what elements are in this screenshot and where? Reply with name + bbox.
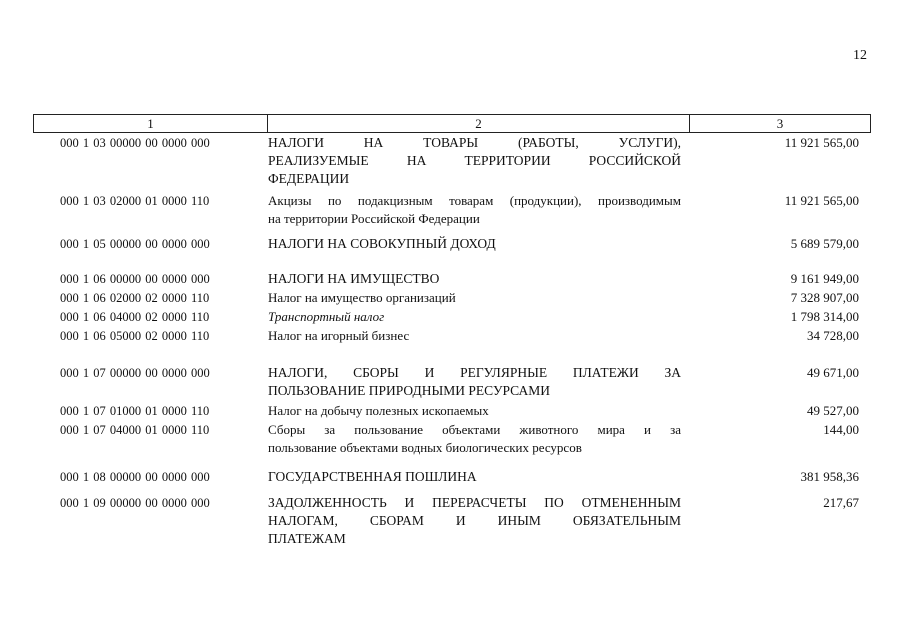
page-number: 12 xyxy=(853,48,867,63)
row-sum: 9 161 949,00 xyxy=(790,271,859,286)
row-code: 000 1 07 01000 01 0000 110 xyxy=(60,404,210,418)
row-name xyxy=(268,235,681,253)
row-name-line: на территории Российской Федерации xyxy=(268,211,480,226)
row-name-line: ФЕДЕРАЦИИ xyxy=(268,171,350,186)
row-sum: 11 921 565,00 xyxy=(784,135,859,150)
row-code: 000 1 07 00000 00 0000 000 xyxy=(60,366,210,380)
row-name xyxy=(268,192,681,228)
row-name xyxy=(268,402,681,420)
row-sum: 1 798 314,00 xyxy=(790,309,859,324)
row-name xyxy=(268,289,681,307)
row-code: 000 1 08 00000 00 0000 000 xyxy=(60,470,210,484)
header-col-1: 1 xyxy=(34,115,268,132)
row-code: 000 1 07 04000 01 0000 110 xyxy=(60,423,210,437)
row-name-line: Налог на имущество организаций xyxy=(268,290,456,305)
row-sum: 11 921 565,00 xyxy=(784,193,859,208)
row-sum: 7 328 907,00 xyxy=(790,290,859,305)
row-name xyxy=(268,468,681,486)
row-sum: 144,00 xyxy=(823,422,859,437)
row-name-line: Сборы за пользование объектами животного мира и за xyxy=(268,422,681,437)
table-header xyxy=(33,114,871,133)
row-name-line: Налог на добычу полезных ископаемых xyxy=(268,403,489,418)
row-code: 000 1 06 02000 02 0000 110 xyxy=(60,291,210,305)
row-name-line: НАЛОГИ, СБОРЫ И РЕГУЛЯРНЫЕ ПЛАТЕЖИ ЗА xyxy=(268,365,681,380)
row-name xyxy=(268,494,681,548)
row-sum: 217,67 xyxy=(823,495,859,510)
row-code: 000 1 09 00000 00 0000 000 xyxy=(60,496,210,510)
row-name-line: ПЛАТЕЖАМ xyxy=(268,531,346,546)
row-name-line: Транспортный налог xyxy=(268,309,385,324)
row-name-line: НАЛОГИ НА ИМУЩЕСТВО xyxy=(268,271,440,286)
row-code: 000 1 06 04000 02 0000 110 xyxy=(60,310,210,324)
row-sum: 34 728,00 xyxy=(807,328,859,343)
row-name-line: Налог на игорный бизнес xyxy=(268,328,410,343)
row-name xyxy=(268,134,681,188)
row-sum: 381 958,36 xyxy=(800,469,859,484)
row-name-line: НАЛОГИ НА ТОВАРЫ (РАБОТЫ, УСЛУГИ), xyxy=(268,135,681,150)
row-name-line: НАЛОГАМ, СБОРАМ И ИНЫМ ОБЯЗАТЕЛЬНЫМ xyxy=(268,513,681,528)
row-name xyxy=(268,308,681,326)
row-sum: 49 671,00 xyxy=(807,365,859,380)
row-name xyxy=(268,421,681,457)
row-name xyxy=(268,270,681,288)
row-name xyxy=(268,364,681,400)
row-sum: 5 689 579,00 xyxy=(790,236,859,251)
row-name-line: ПОЛЬЗОВАНИЕ ПРИРОДНЫМИ РЕСУРСАМИ xyxy=(268,383,551,398)
row-name-line: НАЛОГИ НА СОВОКУПНЫЙ ДОХОД xyxy=(268,236,496,251)
row-code: 000 1 06 05000 02 0000 110 xyxy=(60,329,210,343)
row-name-line: РЕАЛИЗУЕМЫЕ НА ТЕРРИТОРИИ РОССИЙСКОЙ xyxy=(268,153,681,168)
row-name-line: ЗАДОЛЖЕННОСТЬ И ПЕРЕРАСЧЕТЫ ПО ОТМЕНЕННЫМ xyxy=(268,495,681,510)
row-code: 000 1 03 00000 00 0000 000 xyxy=(60,136,210,150)
row-name-line: Акцизы по подакцизным товарам (продукции), производимым xyxy=(268,193,681,208)
row-name xyxy=(268,327,681,345)
row-code: 000 1 06 00000 00 0000 000 xyxy=(60,272,210,286)
row-sum: 49 527,00 xyxy=(807,403,859,418)
row-code: 000 1 03 02000 01 0000 110 xyxy=(60,194,210,208)
header-col-2: 2 xyxy=(268,115,690,132)
row-name-line: ГОСУДАРСТВЕННАЯ ПОШЛИНА xyxy=(268,469,477,484)
row-name-line: пользование объектами водных биологических ресурсов xyxy=(268,440,582,455)
header-col-3: 3 xyxy=(776,116,784,131)
row-code: 000 1 05 00000 00 0000 000 xyxy=(60,237,210,251)
